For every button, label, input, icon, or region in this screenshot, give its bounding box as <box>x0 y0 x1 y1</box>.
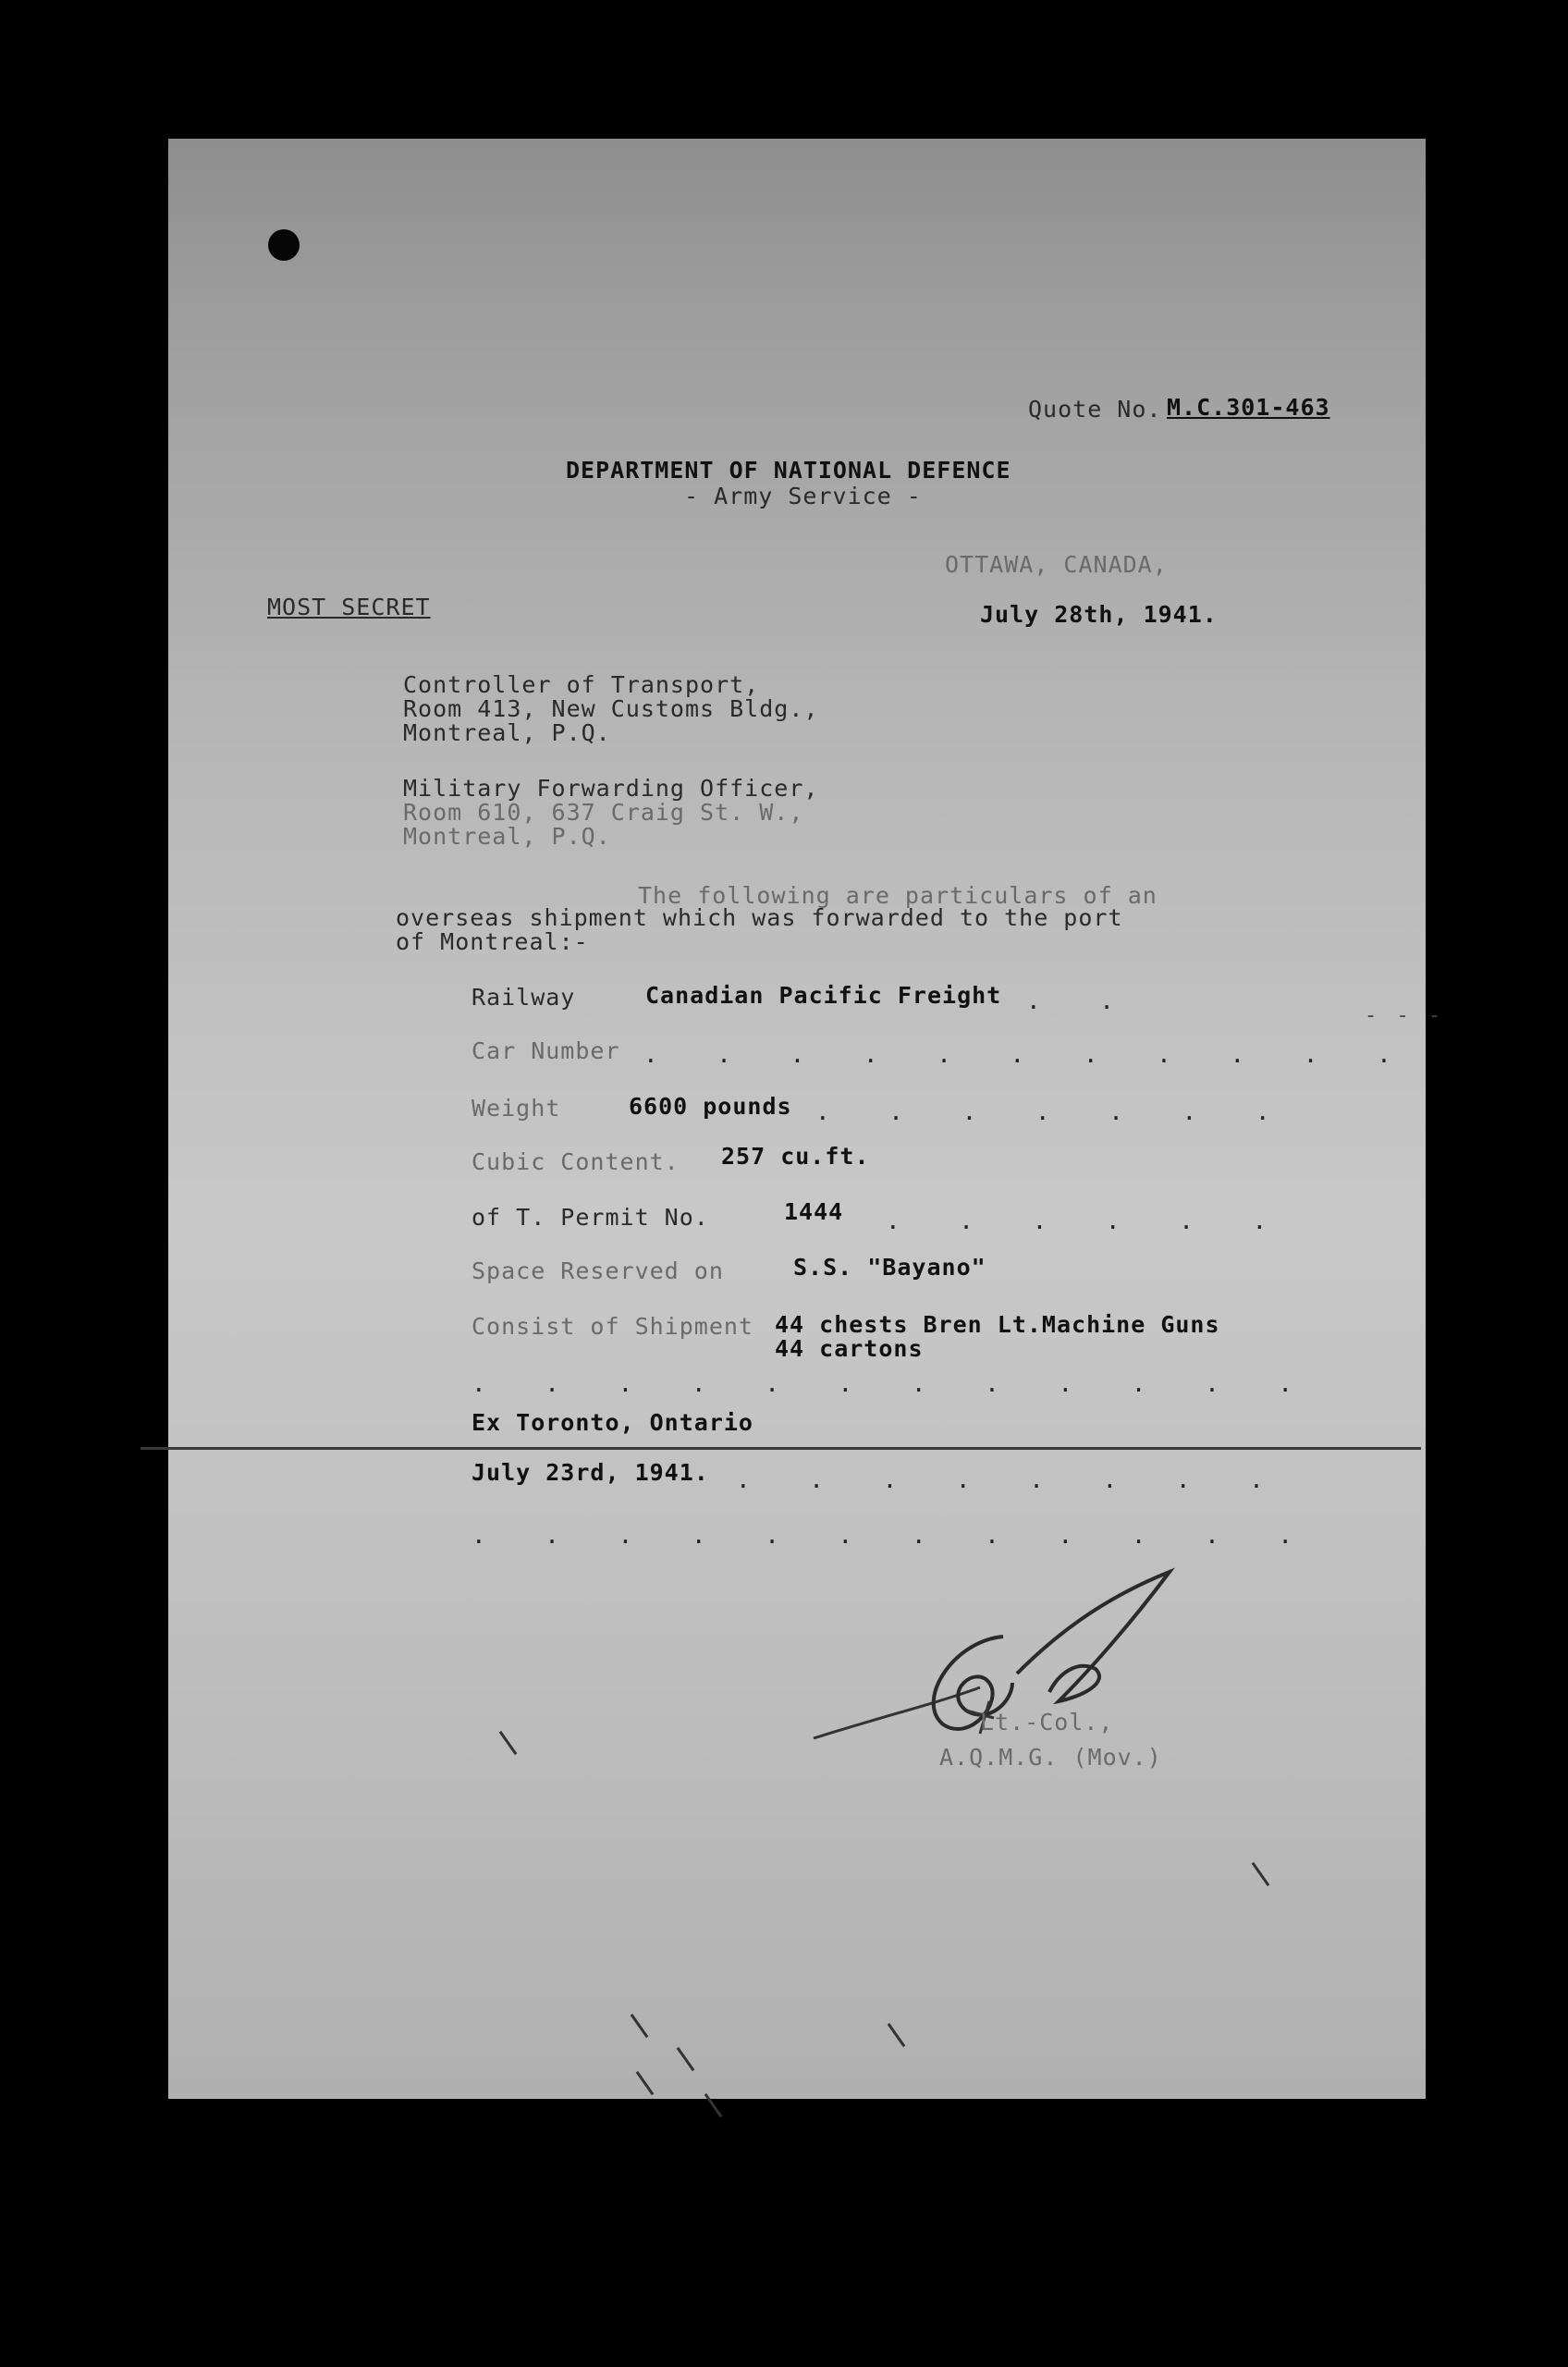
letter-date: July 28th, 1941. <box>980 601 1218 628</box>
railway-label: Railway <box>472 984 576 1011</box>
space-value: S.S. "Bayano" <box>793 1254 986 1281</box>
cubic-value: 257 cu.ft. <box>721 1143 870 1170</box>
fill-dots: . . . . . . . . <box>736 1466 1286 1494</box>
ship-date: July 23rd, 1941. <box>472 1459 709 1486</box>
quote-label: Quote No. <box>1028 396 1162 423</box>
recipient-line: Room 413, New Customs Bldg., <box>403 695 819 722</box>
intro-line: The following are particulars of an <box>638 882 1158 909</box>
fill-dots: . . . . . . . . . . . . <box>472 1522 1316 1550</box>
cubic-label: Cubic Content. <box>472 1148 680 1175</box>
permit-value: 1444 <box>784 1198 844 1225</box>
signature-title-line1: Lt.-Col., <box>980 1709 1114 1735</box>
classification-label: MOST SECRET <box>267 594 431 620</box>
punch-hole <box>268 229 300 261</box>
origin: Ex Toronto, Ontario <box>472 1409 753 1436</box>
fill-dots: . . <box>1026 987 1136 1015</box>
recipient-line: Montreal, P.Q. <box>403 823 611 850</box>
margin-mark: - - - <box>1365 1004 1445 1027</box>
weight-value: 6600 pounds <box>629 1093 792 1120</box>
intro-line: of Montreal:- <box>396 928 589 955</box>
location: OTTAWA, CANADA, <box>945 551 1168 578</box>
handwritten-signature <box>804 1563 1193 1766</box>
railway-value: Canadian Pacific Freight <box>645 982 1002 1009</box>
consist-value-line2: 44 cartons <box>775 1335 924 1362</box>
fill-dots: . . . . . . . <box>815 1098 1292 1126</box>
page-fold-line <box>141 1447 1421 1450</box>
department-title: DEPARTMENT OF NATIONAL DEFENCE <box>566 457 1011 484</box>
intro-line: overseas shipment which was forwarded to the port <box>396 904 1123 931</box>
consist-label: Consist of Shipment <box>472 1313 753 1340</box>
signature-title-line2: A.Q.M.G. (Mov.) <box>939 1744 1162 1771</box>
fill-dots: . . . . . . . . . . . . <box>472 1370 1316 1398</box>
quote-number: M.C.301-463 <box>1167 394 1330 421</box>
fill-dots: . . . . . . <box>886 1208 1290 1235</box>
permit-label: of T. Permit No. <box>472 1204 709 1231</box>
recipient-line: Military Forwarding Officer, <box>403 775 819 802</box>
recipient-line: Montreal, P.Q. <box>403 719 611 746</box>
consist-value-line1: 44 chests Bren Lt.Machine Guns <box>775 1311 1220 1338</box>
weight-label: Weight <box>472 1095 561 1122</box>
fill-dots: . . . . . . . . . . . <box>643 1041 1414 1069</box>
recipient-line: Room 610, 637 Craig St. W., <box>403 799 804 826</box>
service-subtitle: - Army Service - <box>684 483 922 509</box>
space-label: Space Reserved on <box>472 1257 724 1284</box>
car-number-label: Car Number <box>472 1037 620 1064</box>
recipient-line: Controller of Transport, <box>403 671 760 698</box>
